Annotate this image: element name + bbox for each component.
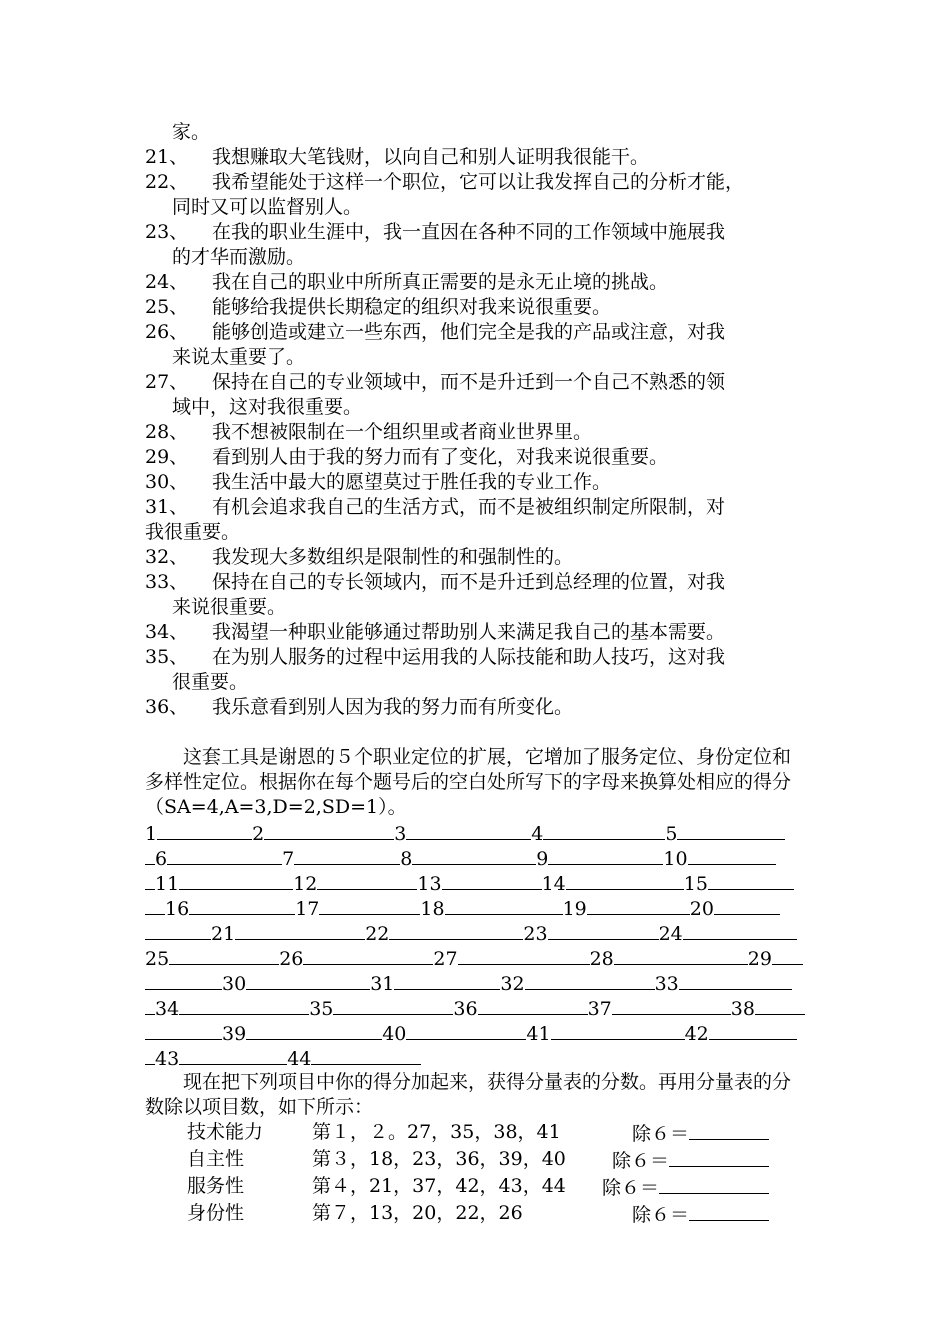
answer-blank[interactable]	[478, 995, 588, 1015]
answer-blank[interactable]	[566, 870, 684, 890]
question-number-label: 31	[370, 973, 395, 995]
answer-blank[interactable]	[755, 995, 805, 1015]
scale-name: 技术能力	[187, 1121, 264, 1143]
question-number-label: 4	[531, 823, 544, 845]
question-text: 保持在自己的专长领域内，而不是升迁到总经理的位置，对我	[212, 571, 726, 593]
question-item	[145, 270, 807, 295]
answer-blank[interactable]	[406, 820, 531, 840]
answer-blank[interactable]	[145, 895, 165, 915]
question-item	[145, 295, 807, 320]
question-number-label: 27	[433, 948, 458, 970]
score-row	[145, 1174, 807, 1201]
answer-blank[interactable]	[333, 995, 453, 1015]
question-item	[145, 320, 807, 345]
question-number-label: 17	[295, 898, 320, 920]
score-row	[145, 1120, 807, 1147]
question-number-label: 29	[747, 948, 772, 970]
question-number-label: 44	[287, 1048, 312, 1070]
question-text: 我乐意看到别人因为我的努力而有所变化。	[212, 696, 574, 718]
question-number-label: 32	[500, 973, 525, 995]
question-number-label: 42	[684, 1023, 709, 1045]
question-text-continued: 同时又可以监督别人。	[172, 196, 363, 218]
question-number-label: 28	[589, 948, 614, 970]
answer-blank-row	[145, 895, 807, 920]
question-item	[145, 470, 807, 495]
score-table	[145, 1120, 807, 1228]
question-number: 23、	[145, 221, 189, 243]
answer-blank-row	[145, 970, 807, 995]
answer-blank[interactable]	[709, 1020, 797, 1040]
question-number: 25、	[145, 296, 189, 318]
answer-blank[interactable]	[458, 945, 590, 965]
answer-blank-row	[145, 1020, 807, 1045]
answer-blank[interactable]	[612, 995, 731, 1015]
answer-blank[interactable]	[311, 1045, 421, 1065]
answer-blank[interactable]	[394, 970, 500, 990]
question-item	[145, 445, 807, 470]
scale-items: 第４，21，37，42，43，44	[312, 1175, 566, 1197]
scale-items: 第７，13，20，22，26	[312, 1202, 523, 1224]
question-text: 我不想被限制在一个组织里或者商业世界里。	[212, 421, 593, 443]
question-item	[145, 645, 807, 670]
question-number-label: 35	[309, 998, 334, 1020]
question-number-label: 7	[282, 848, 295, 870]
answer-blank[interactable]	[145, 1045, 155, 1065]
answer-blank[interactable]	[714, 895, 780, 915]
question-number-label: 8	[400, 848, 413, 870]
document-page	[145, 120, 807, 1228]
answer-blank[interactable]	[683, 920, 797, 940]
question-text-continued: 域中，这对我很重要。	[172, 396, 363, 418]
answer-blank-row	[145, 870, 807, 895]
answer-blank[interactable]	[317, 870, 417, 890]
question-text: 我想赚取大笔钱财，以向自己和别人证明我很能干。	[212, 146, 650, 168]
question-number: 31、	[145, 496, 189, 518]
question-text: 有机会追求我自己的生活方式，而不是被组织制定所限制，对	[212, 496, 726, 518]
answer-blank[interactable]	[246, 970, 370, 990]
divide-label: 除６＝	[632, 1123, 690, 1145]
divide-label: 除６＝	[612, 1150, 670, 1172]
answer-blank[interactable]	[264, 820, 394, 840]
question-text: 看到别人由于我的努力而有了变化，对我来说很重要。	[212, 446, 669, 468]
question-number: 26、	[145, 321, 189, 343]
scale-name: 身份性	[187, 1202, 245, 1224]
question-text: 能够给我提供长期稳定的组织对我来说很重要。	[212, 296, 612, 318]
question-number-label: 23	[523, 923, 548, 945]
question-number-label: 40	[382, 1023, 407, 1045]
question-number-label: 1	[145, 823, 158, 845]
question-number: 36、	[145, 696, 189, 718]
question-text: 我渴望一种职业能够通过帮助别人来满足我自己的基本需要。	[212, 621, 726, 643]
scale-name: 自主性	[187, 1148, 245, 1170]
answer-blank[interactable]	[145, 1020, 222, 1040]
question-item	[145, 145, 807, 170]
answer-blank-row	[145, 995, 807, 1020]
answer-blank[interactable]	[145, 845, 155, 865]
answer-blank-row	[145, 845, 807, 870]
question-number-label: 21	[211, 923, 236, 945]
question-item	[145, 545, 807, 570]
answer-blank[interactable]	[319, 895, 420, 915]
question-number-label: 24	[658, 923, 683, 945]
score-row	[145, 1147, 807, 1174]
question-number: 28、	[145, 421, 189, 443]
question-item	[145, 420, 807, 445]
question-number-label: 2	[252, 823, 265, 845]
question-text-continued: 来说很重要。	[172, 596, 287, 618]
answer-blank[interactable]	[179, 1045, 287, 1065]
question-number: 24、	[145, 271, 189, 293]
question-number: 32、	[145, 546, 189, 568]
answer-blank[interactable]	[442, 870, 542, 890]
question-item	[145, 695, 807, 720]
answer-blank[interactable]	[389, 920, 523, 940]
answer-blank[interactable]	[406, 1020, 526, 1040]
question-text-continued: 来说太重要了。	[172, 346, 306, 368]
question-number-label: 22	[365, 923, 390, 945]
question-text: 我发现大多数组织是限制性的和强制性的。	[212, 546, 574, 568]
question-text: 我在自己的职业中所所真正需要的是永无止境的挑战。	[212, 271, 669, 293]
question-text: 保持在自己的专业领域中，而不是升迁到一个自己不熟悉的领	[212, 371, 726, 393]
score-blank[interactable]	[669, 1147, 769, 1167]
answer-blank[interactable]	[614, 945, 748, 965]
question-number-label: 3	[394, 823, 407, 845]
answer-blank[interactable]	[525, 970, 655, 990]
question-number: 27、	[145, 371, 189, 393]
question-number-label: 39	[222, 1023, 247, 1045]
question-text-continued: 很重要。	[172, 671, 249, 693]
answer-blank[interactable]	[679, 970, 792, 990]
answer-blank[interactable]	[708, 870, 794, 890]
answer-blank[interactable]	[294, 845, 400, 865]
question-text: 能够创造或建立一些东西，他们完全是我的产品或注意，对我	[212, 321, 726, 343]
question-text: 在为别人服务的过程中运用我的人际技能和助人技巧，这对我	[212, 646, 726, 668]
question-text: 在我的职业生涯中，我一直因在各种不同的工作领域中施展我	[212, 221, 726, 243]
question-item	[145, 570, 807, 595]
divide-label: 除６＝	[632, 1204, 690, 1226]
answer-blank-row	[145, 945, 807, 970]
answer-blank[interactable]	[548, 920, 659, 940]
answer-blank[interactable]	[246, 1020, 382, 1040]
question-number-label: 38	[730, 998, 755, 1020]
answer-blank[interactable]	[157, 820, 252, 840]
question-number-label: 9	[536, 848, 549, 870]
answer-blank[interactable]	[179, 995, 309, 1015]
answer-blank[interactable]	[145, 920, 211, 940]
answer-blank[interactable]	[303, 945, 433, 965]
question-number-label: 20	[689, 898, 714, 920]
answer-blank-grid	[145, 820, 807, 1070]
question-number: 33、	[145, 571, 189, 593]
continuation-text: 家。	[172, 121, 211, 143]
answer-blank[interactable]	[772, 945, 803, 965]
answer-blank[interactable]	[179, 870, 293, 890]
question-number-label: 12	[293, 873, 318, 895]
question-number-label: 13	[417, 873, 442, 895]
question-number-label: 34	[155, 998, 180, 1020]
question-number: 35、	[145, 646, 189, 668]
answer-blank[interactable]	[145, 995, 155, 1015]
question-item	[145, 495, 807, 520]
question-number-label: 11	[155, 873, 180, 895]
answer-blank[interactable]	[548, 845, 663, 865]
question-number-label: 41	[526, 1023, 551, 1045]
question-number-label: 10	[663, 848, 688, 870]
scale-items: 第３，18，23，36，39，40	[312, 1148, 566, 1170]
answer-blank-row	[145, 820, 807, 845]
answer-blank[interactable]	[169, 945, 279, 965]
answer-blank[interactable]	[677, 820, 785, 840]
question-text: 我生活中最大的愿望莫过于胜任我的专业工作。	[212, 471, 612, 493]
question-number-label: 33	[654, 973, 679, 995]
question-number: 34、	[145, 621, 189, 643]
answer-blank[interactable]	[235, 920, 365, 940]
question-number-label: 18	[420, 898, 445, 920]
answer-blank[interactable]	[587, 895, 690, 915]
question-number: 29、	[145, 446, 189, 468]
question-number-label: 14	[541, 873, 566, 895]
answer-blank[interactable]	[167, 845, 282, 865]
score-blank[interactable]	[689, 1120, 769, 1140]
question-number-label: 6	[155, 848, 168, 870]
question-number: 21、	[145, 146, 189, 168]
question-number-label: 26	[279, 948, 304, 970]
answer-blank[interactable]	[543, 820, 665, 840]
question-number: 30、	[145, 471, 189, 493]
question-number-label: 15	[683, 873, 708, 895]
scale-items: 第１，２。27，35，38，41	[312, 1121, 561, 1143]
answer-blank[interactable]	[445, 895, 563, 915]
answer-blank-row	[145, 920, 807, 945]
score-blank[interactable]	[659, 1174, 769, 1194]
question-number-label: 30	[222, 973, 247, 995]
question-number-label: 37	[587, 998, 612, 1020]
question-item	[145, 370, 807, 395]
question-number-label: 5	[665, 823, 678, 845]
divide-label: 除６＝	[602, 1177, 660, 1199]
score-blank[interactable]	[689, 1201, 769, 1221]
question-number-label: 25	[145, 948, 170, 970]
question-text-continued: 我很重要。	[145, 521, 241, 543]
question-number-label: 36	[453, 998, 478, 1020]
question-number-label: 19	[562, 898, 587, 920]
answer-blank[interactable]	[412, 845, 536, 865]
question-item	[145, 620, 807, 645]
answer-blank[interactable]	[551, 1020, 685, 1040]
question-text: 我希望能处于这样一个职位，它可以让我发挥自己的分析才能，	[212, 171, 745, 193]
answer-blank[interactable]	[145, 970, 222, 990]
question-number: 22、	[145, 171, 189, 193]
question-text-continued: 的才华而激励。	[172, 246, 306, 268]
score-row	[145, 1201, 807, 1228]
answer-blank-row	[145, 1045, 807, 1070]
question-list	[145, 145, 807, 720]
question-number-label: 16	[165, 898, 190, 920]
question-item	[145, 220, 807, 245]
answer-blank[interactable]	[145, 870, 155, 890]
scale-name: 服务性	[187, 1175, 245, 1197]
question-number-label: 43	[155, 1048, 180, 1070]
intro-paragraph: 这套工具是谢恩的５个职业定位的扩展，它增加了服务定位、身份定位和多样性定位。根据你在每个题号后的空白处所写下的字母来换算处相应的得分（SA=4,A=3,D=2,SD=1）。	[145, 746, 792, 818]
answer-blank[interactable]	[688, 845, 776, 865]
sum-paragraph: 现在把下列项目中你的得分加起来，获得分量表的分数。再用分量表的分数除以项目数，如下所示：	[145, 1071, 792, 1118]
question-item	[145, 170, 807, 195]
answer-blank[interactable]	[189, 895, 295, 915]
